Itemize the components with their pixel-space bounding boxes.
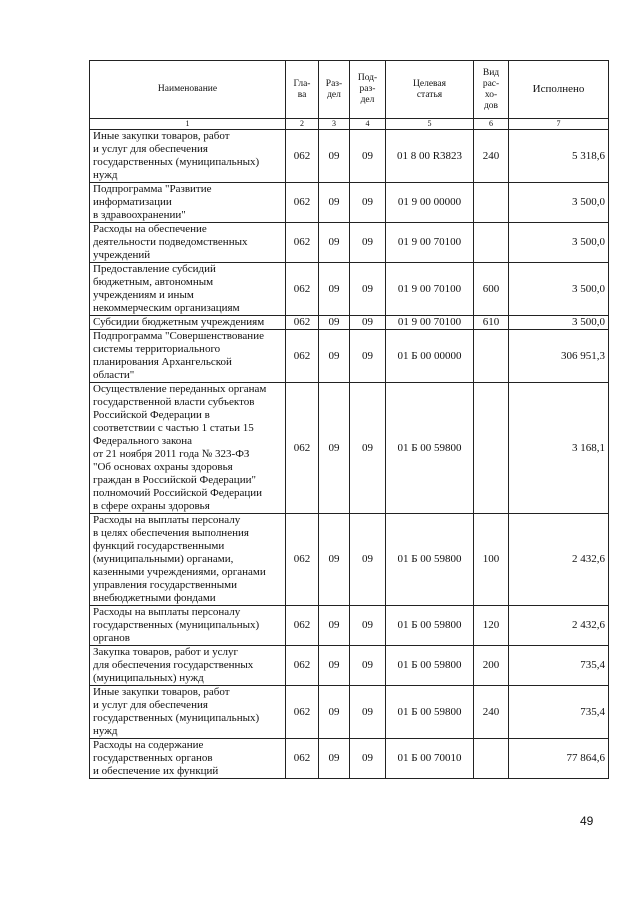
cell-name: Закупка товаров, работ и услуг для обеспечения государственных (муниципальных) нужд [90,646,286,686]
cell-podrazdel: 09 [350,686,386,739]
table-row [90,686,609,739]
cell-glava: 062 [286,223,319,263]
cell-name: Расходы на обеспечение деятельности подведомственных учреждений [90,223,286,263]
cell-amount: 735,4 [509,686,609,739]
col-number: 3 [319,119,350,130]
cell-razdel: 09 [319,130,350,183]
col-number: 1 [90,119,286,130]
cell-name: Осуществление переданных органам государственной власти субъектов Российской Федерации в соответствии с частью 1 статьи 15 Федерального закона от 21 ноября 2011 года № 323-ФЗ "Об основах охраны здоровья граждан в Российской Федерации" полномочий Российской Федерации в сфере охраны здоровья [90,383,286,514]
col-header-amount: Исполнено [509,61,609,119]
col-header-podrazdel: Под- раз- дел [350,61,386,119]
cell-amount: 3 500,0 [509,183,609,223]
col-header-vid: Вид рас- хо- дов [474,61,509,119]
table-row [90,316,609,330]
cell-podrazdel: 09 [350,739,386,779]
table-row [90,646,609,686]
cell-razdel: 09 [319,330,350,383]
cell-amount: 735,4 [509,646,609,686]
cell-name: Расходы на выплаты персоналу в целях обеспечения выполнения функций государственными (муниципальными) органами, казенными учреждениями, органами управления государственными внебюджетными фондами [90,514,286,606]
cell-razdel: 09 [319,183,350,223]
cell-glava: 062 [286,130,319,183]
col-header-name: Наименование [90,61,286,119]
cell-razdel: 09 [319,316,350,330]
cell-name: Предоставление субсидий бюджетным, автономным учреждениям и иным некоммерческим организациям [90,263,286,316]
budget-table [89,60,609,779]
cell-article: 01 Б 00 70010 [386,739,474,779]
cell-podrazdel: 09 [350,646,386,686]
cell-razdel: 09 [319,646,350,686]
cell-vid [474,330,509,383]
cell-razdel: 09 [319,739,350,779]
table-row [90,383,609,514]
cell-vid: 600 [474,263,509,316]
table-row [90,130,609,183]
cell-vid: 240 [474,686,509,739]
cell-article: 01 Б 00 59800 [386,514,474,606]
table-row [90,514,609,606]
cell-amount: 3 168,1 [509,383,609,514]
table-row [90,183,609,223]
cell-article: 01 9 00 70100 [386,223,474,263]
cell-podrazdel: 09 [350,183,386,223]
cell-amount: 3 500,0 [509,263,609,316]
cell-amount: 3 500,0 [509,223,609,263]
col-number: 7 [509,119,609,130]
cell-amount: 2 432,6 [509,514,609,606]
cell-name: Расходы на содержание государственных органов и обеспечение их функций [90,739,286,779]
table-row [90,263,609,316]
cell-glava: 062 [286,383,319,514]
cell-article: 01 Б 00 59800 [386,646,474,686]
cell-podrazdel: 09 [350,130,386,183]
cell-amount: 3 500,0 [509,316,609,330]
cell-vid [474,383,509,514]
table-row [90,606,609,646]
cell-glava: 062 [286,686,319,739]
cell-vid: 120 [474,606,509,646]
cell-glava: 062 [286,514,319,606]
cell-article: 01 9 00 00000 [386,183,474,223]
cell-name: Расходы на выплаты персоналу государственных (муниципальных) органов [90,606,286,646]
cell-podrazdel: 09 [350,223,386,263]
cell-article: 01 Б 00 59800 [386,606,474,646]
col-number: 2 [286,119,319,130]
cell-name: Иные закупки товаров, работ и услуг для обеспечения государственных (муниципальных) нужд [90,130,286,183]
cell-razdel: 09 [319,263,350,316]
cell-razdel: 09 [319,514,350,606]
cell-glava: 062 [286,646,319,686]
col-header-glava: Гла- ва [286,61,319,119]
cell-razdel: 09 [319,223,350,263]
cell-name: Субсидии бюджетным учреждениям [90,316,286,330]
cell-amount: 77 864,6 [509,739,609,779]
col-number: 5 [386,119,474,130]
cell-glava: 062 [286,330,319,383]
cell-glava: 062 [286,183,319,223]
cell-vid: 240 [474,130,509,183]
cell-name: Иные закупки товаров, работ и услуг для обеспечения государственных (муниципальных) нужд [90,686,286,739]
cell-article: 01 9 00 70100 [386,263,474,316]
cell-glava: 062 [286,606,319,646]
cell-razdel: 09 [319,606,350,646]
cell-article: 01 Б 00 59800 [386,686,474,739]
cell-article: 01 Б 00 00000 [386,330,474,383]
cell-podrazdel: 09 [350,316,386,330]
table-row [90,330,609,383]
cell-podrazdel: 09 [350,263,386,316]
cell-razdel: 09 [319,383,350,514]
col-number: 4 [350,119,386,130]
cell-vid [474,223,509,263]
cell-vid: 610 [474,316,509,330]
cell-glava: 062 [286,739,319,779]
cell-podrazdel: 09 [350,330,386,383]
cell-name: Подпрограмма "Совершенствование системы территориального планирования Архангельской области" [90,330,286,383]
cell-vid: 200 [474,646,509,686]
cell-vid [474,739,509,779]
cell-article: 01 8 00 R3823 [386,130,474,183]
cell-podrazdel: 09 [350,606,386,646]
cell-article: 01 Б 00 59800 [386,383,474,514]
cell-vid: 100 [474,514,509,606]
col-number: 6 [474,119,509,130]
col-header-article: Целевая статья [386,61,474,119]
page-number: 49 [580,814,594,828]
table-row [90,223,609,263]
cell-podrazdel: 09 [350,514,386,606]
cell-amount: 306 951,3 [509,330,609,383]
cell-glava: 062 [286,316,319,330]
header-row [90,61,609,119]
col-header-razdel: Раз- дел [319,61,350,119]
cell-glava: 062 [286,263,319,316]
table-row [90,739,609,779]
cell-article: 01 9 00 70100 [386,316,474,330]
cell-vid [474,183,509,223]
cell-razdel: 09 [319,686,350,739]
column-number-row [90,119,609,130]
cell-name: Подпрограмма "Развитие информатизации в здравоохранении" [90,183,286,223]
cell-amount: 2 432,6 [509,606,609,646]
cell-amount: 5 318,6 [509,130,609,183]
cell-podrazdel: 09 [350,383,386,514]
